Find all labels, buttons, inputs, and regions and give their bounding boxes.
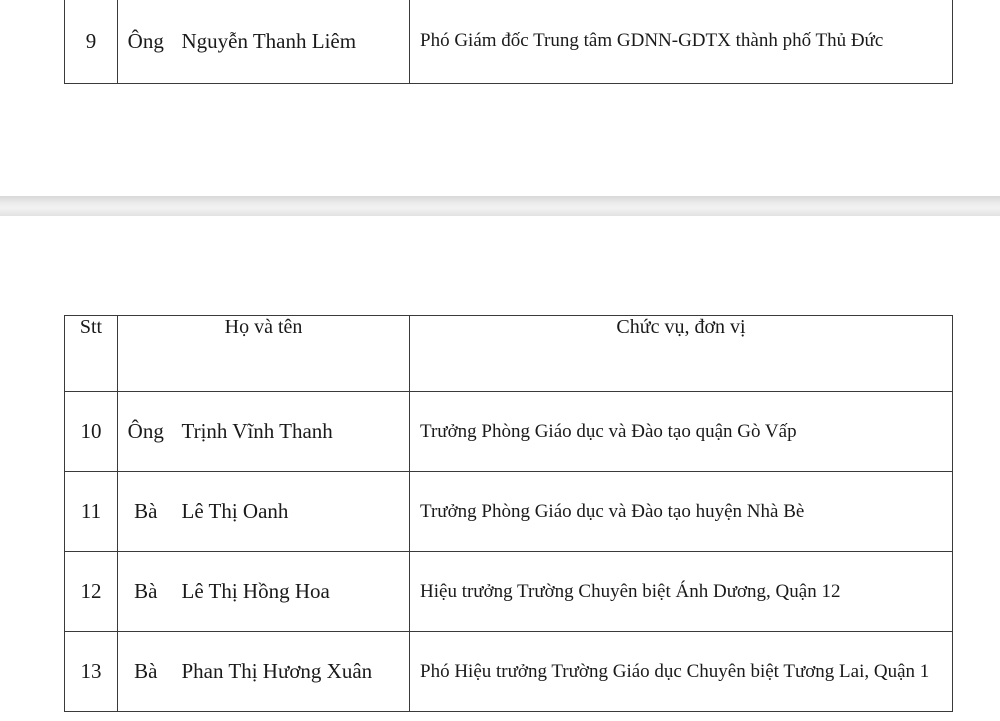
table-header-row <box>65 316 953 392</box>
position-unit: Trưởng Phòng Giáo dục và Đào tạo huyện Nhà Bè <box>410 472 953 552</box>
document-page-bottom <box>0 216 1000 721</box>
honorific: Ông <box>118 392 174 472</box>
table-row <box>65 392 953 472</box>
person-name: Trịnh Vĩnh Thanh <box>174 392 410 472</box>
honorific: Bà <box>118 472 174 552</box>
position-unit: Phó Giám đốc Trung tâm GDNN-GDTX thành phố Thủ Đức <box>410 0 953 84</box>
honorific: Bà <box>118 552 174 632</box>
officials-table-continued <box>64 0 953 84</box>
position-unit: Hiệu trưởng Trường Chuyên biệt Ánh Dương, Quận 12 <box>410 552 953 632</box>
row-number: 10 <box>65 392 118 472</box>
row-number: 11 <box>65 472 118 552</box>
honorific: Bà <box>118 632 174 712</box>
row-number: 13 <box>65 632 118 712</box>
table-row <box>65 472 953 552</box>
position-unit: Phó Hiệu trưởng Trường Giáo dục Chuyên biệt Tương Lai, Quận 1 <box>410 632 953 712</box>
table-row <box>65 0 953 84</box>
page-separator <box>0 196 1000 216</box>
table-row <box>65 552 953 632</box>
person-name: Phan Thị Hương Xuân <box>174 632 410 712</box>
person-name: Lê Thị Hồng Hoa <box>174 552 410 632</box>
table-row <box>65 632 953 712</box>
position-unit: Trưởng Phòng Giáo dục và Đào tạo quận Gò Vấp <box>410 392 953 472</box>
header-name: Họ và tên <box>118 316 410 392</box>
row-number: 12 <box>65 552 118 632</box>
header-position: Chức vụ, đơn vị <box>410 316 953 392</box>
header-stt: Stt <box>65 316 118 392</box>
officials-table <box>64 315 953 712</box>
row-number: 9 <box>65 0 118 84</box>
document-page-top <box>0 0 1000 196</box>
person-name: Lê Thị Oanh <box>174 472 410 552</box>
honorific: Ông <box>118 0 174 84</box>
person-name: Nguyễn Thanh Liêm <box>174 0 410 84</box>
